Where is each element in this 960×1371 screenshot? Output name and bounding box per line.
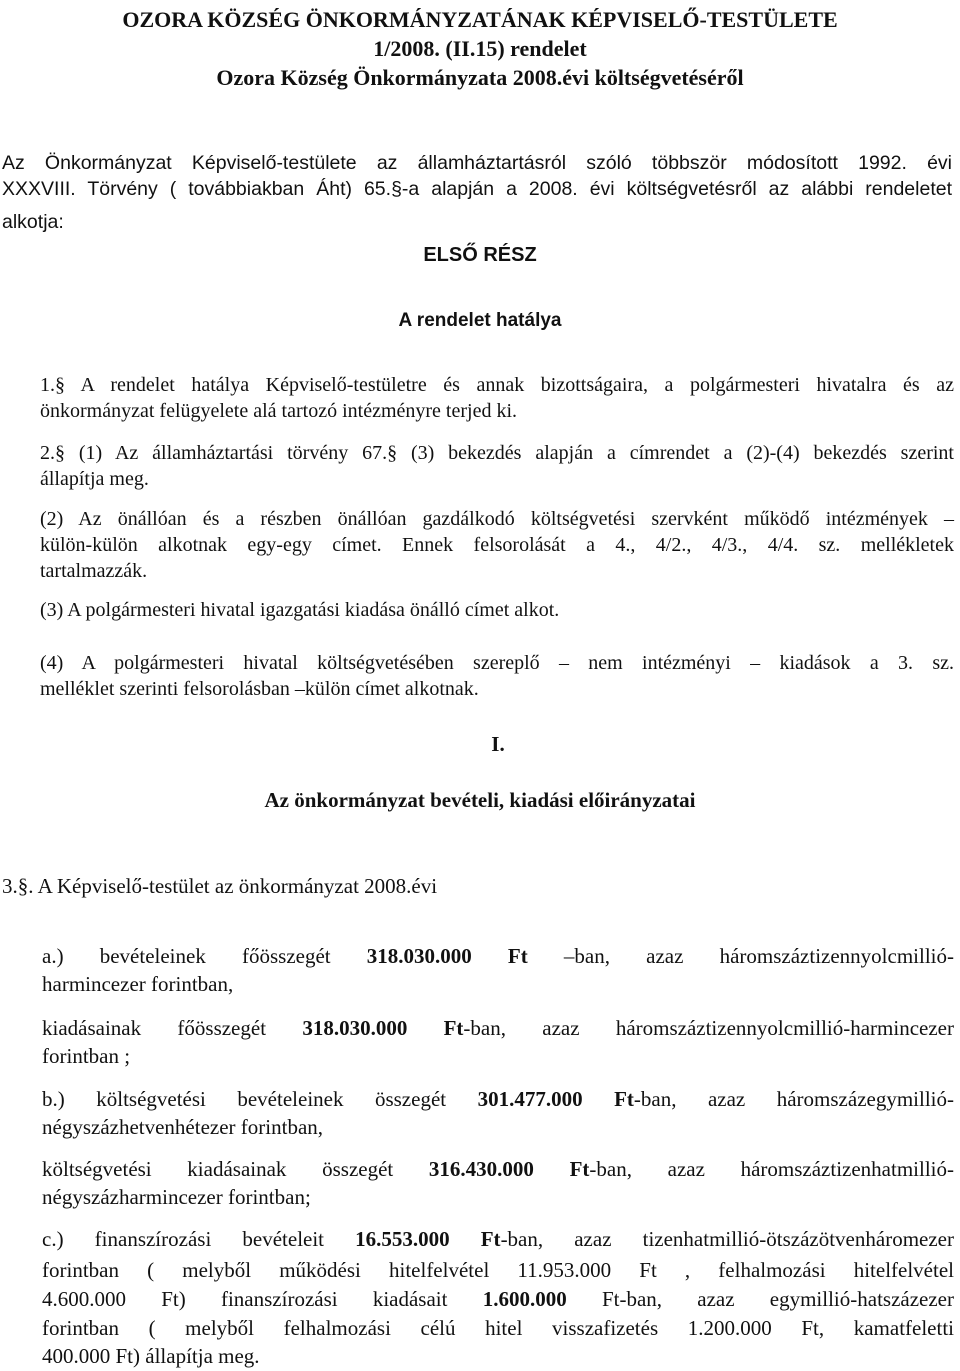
section-3-item-c: 4.600.000 Ft) finanszírozási kiadásait 1.600.000 Ft-ban, azaz egymillió-hatszázezer [42, 1287, 954, 1311]
section-3-item-b: b.) költségvetési bevételeinek összegét 301.477.000 Ft-ban, azaz háromszázegymillió- [42, 1087, 954, 1111]
amount: 318.030.000 Ft [366, 944, 528, 968]
section-2-paragraph: melléklet szerinti felsorolásban –külön címet alkotnak. [40, 678, 479, 700]
section-3-item-c: 400.000 Ft) állapítja meg. [42, 1344, 260, 1368]
amount: 1.600.000 [482, 1287, 567, 1311]
section-2-paragraph: tartalmazzák. [40, 560, 148, 582]
section-1-text: önkormányzat felügyelete alá tartozó intézményre terjed ki. [40, 400, 518, 422]
preamble-line: Az Önkormányzat Képviselő-testülete az államháztartásról szóló többször módosított 1992. évi [2, 152, 952, 174]
preamble-line: XXXVIII. Törvény ( továbbiakban Áht) 65.§-a alapján a 2008. évi költségvetésről az alábbi rendeletet [2, 178, 952, 200]
section-3-item-b: négyszázhetvenhétezer forintban, [42, 1115, 324, 1139]
decree-title: Ozora Község Önkormányzata 2008.évi költségvetéséről [216, 65, 744, 90]
section-3-item-b-expenses: négyszázharmincezer forintban; [42, 1185, 311, 1209]
council-heading: OZORA KÖZSÉG ÖNKORMÁNYZATÁNAK KÉPVISELŐ-TESTÜLETE [122, 7, 838, 32]
chapter-title: Az önkormányzat bevételi, kiadási előirányzatai [264, 788, 696, 812]
section-1-text: 1.§ A rendelet hatálya Képviselő-testületre és annak bizottságaira, a polgármesteri hivatalra és az [40, 374, 954, 396]
part-subtitle: A rendelet hatálya [398, 310, 562, 331]
section-3-item-expenses: forintban ; [42, 1044, 131, 1068]
section-3-item-b-expenses: költségvetési kiadásainak összegét 316.430.000 Ft-ban, azaz háromszáztizenhatmillió- [42, 1157, 954, 1181]
chapter-number: I. [491, 732, 505, 756]
section-3-item-c: c.) finanszírozási bevételeit 16.553.000 Ft-ban, azaz tizenhatmillió-ötszázötvenháromezer [42, 1227, 954, 1251]
section-3-item-c: forintban ( melyből működési hitelfelvétel 11.953.000 Ft , felhalmozási hitelfelvétel [42, 1258, 954, 1282]
section-3-intro: 3.§. A Képviselő-testület az önkormányzat 2008.évi [2, 874, 438, 898]
section-2-paragraph: külön-külön alkotnak egy-egy címet. Ennek felsorolását a 4., 4/2., 4/3., 4/4. sz. mellékletek [40, 534, 954, 556]
section-3-item-c: forintban ( melyből felhalmozási célú hitel visszafizetés 1.200.000 Ft, kamatfeletti [42, 1316, 954, 1340]
section-2-paragraph: (4) A polgármesteri hivatal költségvetésében szereplő – nem intézményi – kiadások a 3. sz. [40, 652, 954, 674]
amount: 316.430.000 Ft [428, 1157, 590, 1181]
amount: 318.030.000 Ft [302, 1016, 464, 1040]
part-title: ELSŐ RÉSZ [423, 244, 537, 266]
amount: 301.477.000 Ft [477, 1087, 634, 1111]
section-2-text: 2.§ (1) Az államháztartási törvény 67.§ (3) bekezdés alapján a címrendet a (2)-(4) bekezdés szerint [40, 442, 954, 464]
amount: 16.553.000 Ft [355, 1227, 501, 1251]
section-3-item-expenses: kiadásainak főösszegét 318.030.000 Ft-ban, azaz háromszáztizennyolcmillió-harmincezer [42, 1016, 954, 1040]
section-3-item-a: harmincezer forintban, [42, 972, 234, 996]
decree-number: 1/2008. (II.15) rendelet [373, 36, 587, 61]
section-2-paragraph: (2) Az önállóan és a részben önállóan gazdálkodó költségvetési szervként működő intézmények – [40, 508, 954, 530]
section-2-paragraph: (3) A polgármesteri hivatal igazgatási kiadása önálló címet alkot. [40, 599, 560, 621]
section-2-text: állapítja meg. [40, 468, 149, 490]
section-3-item-a: a.) bevételeinek főösszegét 318.030.000 Ft –ban, azaz háromszáztizennyolcmillió- [42, 944, 954, 968]
preamble-line: alkotja: [2, 211, 64, 233]
